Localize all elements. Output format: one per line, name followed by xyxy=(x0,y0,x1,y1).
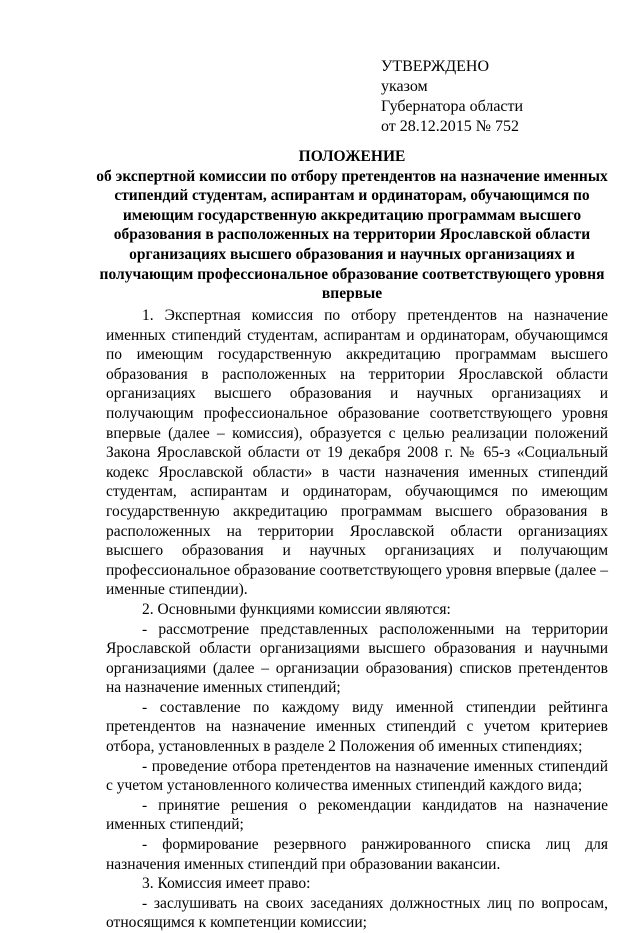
approval-line-date-number: от 28.12.2015 № 752 xyxy=(381,118,520,135)
list-item: - проведение отбора претендентов на назначение именных стипендий с учетом установленного количества именных стипендий каждого вида; xyxy=(106,757,608,795)
list-item: - формирование резервного ранжированного списка лиц для назначения именных стипендий при образовании вакансии. xyxy=(106,836,608,873)
list-item: - заслушивать на своих заседаниях должностных лиц по вопросам, относящимся к компетенции комиссии; xyxy=(106,894,608,932)
document-body xyxy=(106,306,608,933)
approval-line-approved: УТВЕРЖДЕНО xyxy=(381,58,490,75)
approval-stamp xyxy=(381,57,621,137)
approval-line-governor: Губернатора области xyxy=(381,98,524,115)
list-item: - рассмотрение представленных расположенными на территории Ярославской области организациями высшего образования и научными организациями (далее – организации образования) списков претендентов на назначение именных стипендий; xyxy=(106,620,608,697)
document-title xyxy=(96,147,608,304)
title-line: организациях высшего образования и научных организациях и xyxy=(129,245,575,263)
title-line: об экспертной комиссии по отбору претендентов на назначение именных xyxy=(96,167,608,185)
paragraph-2: 2. Основными функциями комиссии являются: xyxy=(142,600,451,618)
list-item: - принятие решения о рекомендации кандидатов на назначение именных стипендий; xyxy=(106,796,608,834)
list-item: - составление по каждому виду именной стипендии рейтинга претендентов на назначение именных стипендий с учетом критериев отбора, установленных в разделе 2 Положения об именных стипендиях; xyxy=(106,698,608,756)
title-line: стипендий студентам, аспирантам и ординаторам, обучающимся по xyxy=(114,187,590,205)
title-line: имеющим государственную аккредитацию программам высшего xyxy=(122,206,582,224)
approval-line-by-decree: указом xyxy=(381,78,428,95)
title-heading: ПОЛОЖЕНИЕ xyxy=(298,148,406,165)
paragraph-3: 3. Комиссия имеет право: xyxy=(142,875,311,893)
paragraph-1: 1. Экспертная комиссия по отбору претендентов на назначение именных стипендий студентам, аспирантам и ординаторам, обучающимся по имеющим государственную аккредитацию программам высшего образования в расположенных на территории Ярославской области организациях высшего образования и научных организациях и получающим профессиональное образование соответствующего уровня впервые (далее – комиссия), образуется с целью реализации положений Закона Ярославской области от 19 декабря 2008 г. № 65-з «Социальный кодекс Ярославской области» в части назначения именных стипендий студентам, аспирантам и ординаторам, обучающимся по имеющим государственную аккредитацию программам высшего образования в расположенных на территории Ярославской области организациях высшего образования и научных организациях и получающим профессиональное образование соответствующего уровня впервые (далее – именные стипендии). xyxy=(106,307,608,599)
title-line: впервые xyxy=(321,285,383,303)
title-line: получающим профессиональное образование соответствующего уровня xyxy=(99,265,605,283)
title-line: образования в расположенных на территории Ярославской области xyxy=(113,226,591,244)
